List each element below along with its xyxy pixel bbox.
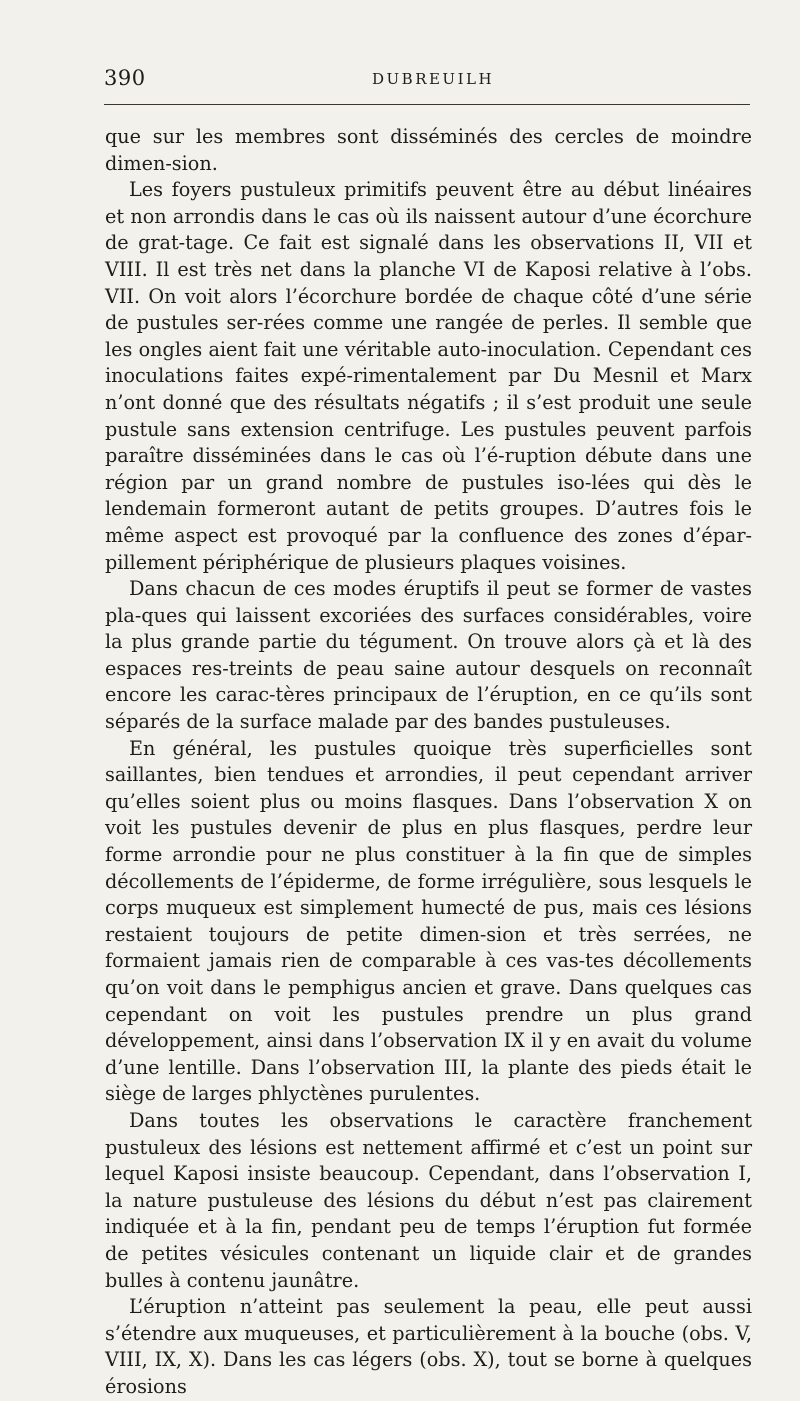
header-rule — [104, 104, 750, 105]
body-text — [105, 124, 752, 1401]
paragraph-continuation: que sur les membres sont disséminés des cercles de moindre dimen-sion. — [105, 125, 752, 175]
running-title: DUBREUILH — [372, 70, 495, 88]
paragraph: L’éruption n’atteint pas seulement la peau, elle peut aussi s’étendre aux muqueuses, et particulièrement à la bouche (obs. V, VIII, IX, X). Dans les cas légers (obs. X), tout se borne à quelques érosions — [105, 1295, 752, 1398]
paragraph: Les foyers pustuleux primitifs peuvent être au début linéaires et non arrondis dans le cas où ils naissent autour d’une écorchure de grat-tage. Ce fait est signalé dans les observations II, VII et VIII. Il est très net dans la planche VI de Kaposi relative à l’obs. VII. On voit alors l’écorchure bordée de chaque côté d’une série de pustules ser-rées comme une rangée de perles. Il semble que les ongles aient fait une véritable auto-inoculation. Cependant ces inoculations faites expé-rimentalement par Du Mesnil et Marx n’ont donné que des résultats négatifs ; il s’est produit une seule pustule sans extension centrifuge. Les pustules peuvent parfois paraître disséminées dans le cas où l’é-ruption débute dans une région par un grand nombre de pustules iso-lées qui dès le lendemain formeront autant de petits groupes. D’autres fois le même aspect est provoqué par la confluence des zones d’épar-pillement périphérique de plusieurs plaques voisines. — [105, 178, 752, 574]
paragraph: Dans toutes les observations le caractère franchement pustuleux des lésions est nettement affirmé et c’est un point sur lequel Kaposi insiste beaucoup. Cependant, dans l’observation I, la nature pustuleuse des lésions du début n’est pas clairement indiquée et à la fin, pendant peu de temps l’éruption fut formée de petites vésicules contenant un liquide clair et de grandes bulles à contenu jaunâtre. — [105, 1108, 752, 1292]
paragraph: Dans chacun de ces modes éruptifs il peut se former de vastes pla-ques qui laissent excoriées des surfaces considérables, voire la plus grande partie du tégument. On trouve alors çà et là des espaces res-treints de peau saine autour desquels on reconnaît encore les carac-tères principaux de l’éruption, en ce qu’ils sont séparés de la surface malade par des bandes pustuleuses. — [105, 577, 752, 734]
page-header — [104, 66, 754, 96]
paragraph: En général, les pustules quoique très superficielles sont saillantes, bien tendues et arrondies, il peut cependant arriver qu’elles soient plus ou moins flasques. Dans l’observation X on voit les pustules devenir de plus en plus flasques, perdre leur forme arrondie pour ne plus constituer à la fin que de simples décollements de l’épiderme, de forme irrégulière, sous lesquels le corps muqueux est simplement humecté de pus, mais ces lésions restaient toujours de petite dimen-sion et très serrées, ne formaient jamais rien de comparable à ces vas-tes décollements qu’on voit dans le pemphigus ancien et grave. Dans quelques cas cependant on voit les pustules prendre un plus grand développement, ainsi dans l’observation IX il y en avait du volume d’une lentille. Dans l’observation III, la plante des pieds était le siège de larges phlyctènes purulentes. — [105, 736, 752, 1106]
page-number: 390 — [104, 66, 146, 90]
